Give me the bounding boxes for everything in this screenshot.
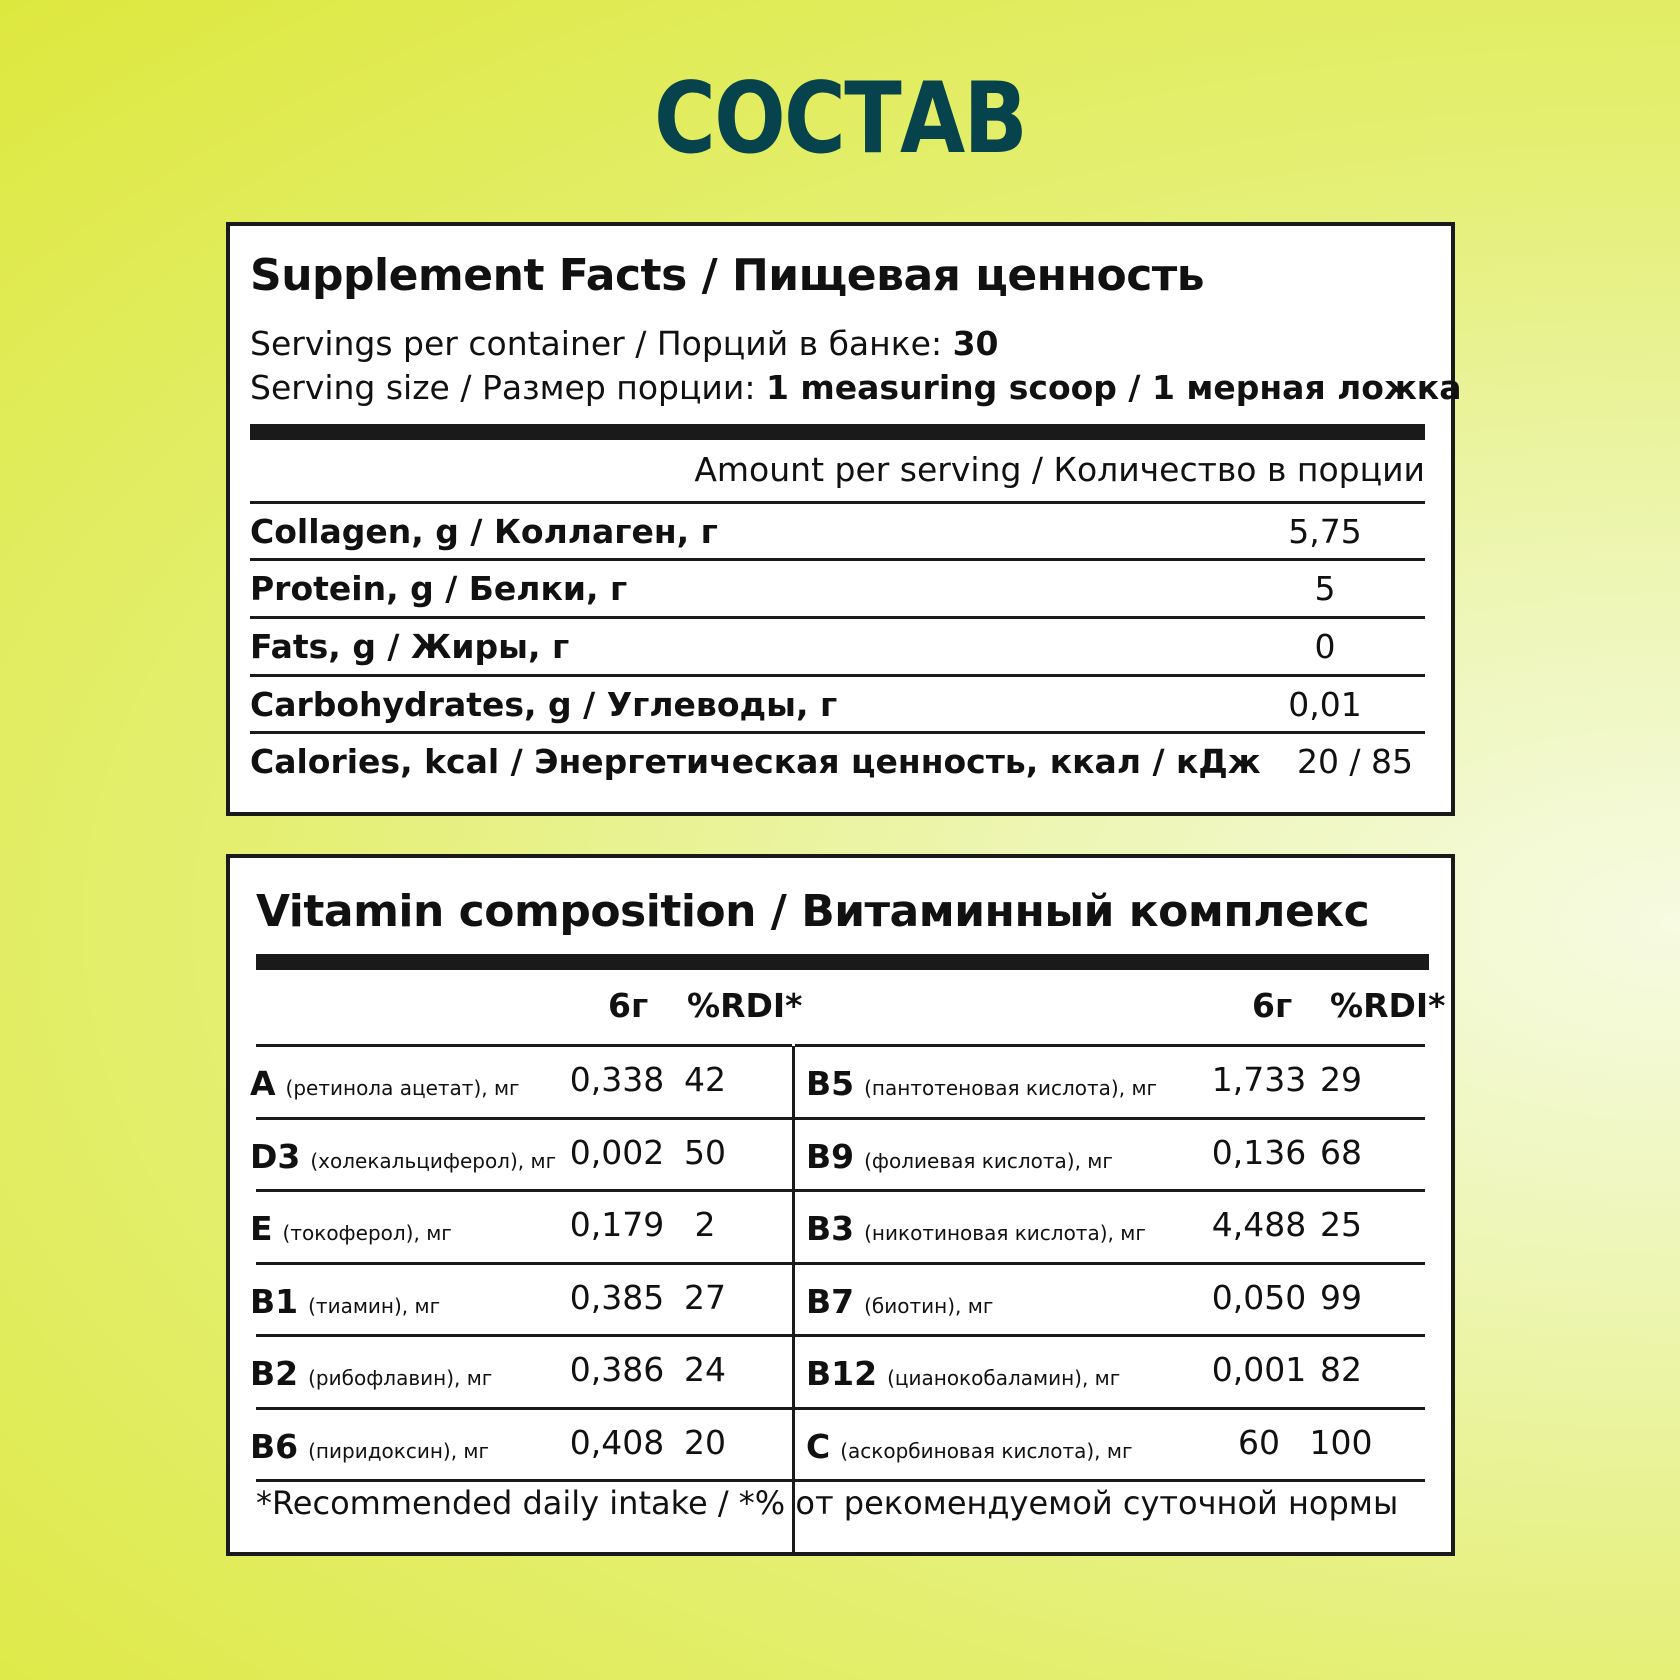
vitamin-name: D3 <box>250 1136 301 1176</box>
vitamin-rdi: 68 <box>1320 1132 1362 1172</box>
row-separator <box>256 1334 792 1337</box>
serving-size-value: 1 measuring scoop / 1 мерная ложка <box>765 368 1462 407</box>
vitamin-name-cell <box>250 1064 520 1103</box>
row-separator <box>795 1117 1425 1120</box>
row-separator <box>795 1262 1425 1265</box>
vitamin-name-cell <box>806 1282 993 1321</box>
vitamin-rdi: 42 <box>684 1060 726 1099</box>
vitamin-rdi: 20 <box>684 1422 726 1462</box>
vitamin-name-cell <box>250 1137 556 1176</box>
vitamin-name-cell <box>806 1354 1120 1393</box>
vitamin-description: (рибофлавин), мг <box>308 1366 493 1390</box>
vitamin-amount: 0,385 <box>569 1277 665 1317</box>
nutrient-value: 0 <box>1314 627 1336 666</box>
vitamin-composition-panel <box>226 854 1455 1556</box>
vitamin-name-cell <box>806 1209 1146 1248</box>
nutrient-row <box>250 674 1425 734</box>
vitamin-name: B12 <box>806 1354 878 1393</box>
servings-per-container: Servings per container / Порций в банке: 30 <box>250 324 999 363</box>
vitamin-rdi: 100 <box>1309 1422 1373 1462</box>
vitamin-description: (аскорбиновая кислота), мг <box>840 1438 1133 1463</box>
row-separator <box>256 1407 792 1410</box>
serving-size: Serving size / Размер порции: 1 measuring scoop / 1 мерная ложка <box>250 368 1462 407</box>
row-separator <box>795 1479 1425 1482</box>
nutrient-row <box>250 616 1425 676</box>
nutrient-value: 0,01 <box>1288 685 1362 724</box>
vitamin-amount: 1,733 <box>1211 1060 1307 1099</box>
servings-value: 30 <box>952 324 999 363</box>
row-separator <box>256 1044 792 1047</box>
nutrient-row <box>250 558 1425 618</box>
nutrient-value: 20 / 85 <box>1296 742 1414 781</box>
vitamin-rdi: 82 <box>1320 1350 1362 1389</box>
col-header-amount: 6г <box>608 986 649 1025</box>
vitamin-name: B2 <box>250 1354 299 1393</box>
nutrient-value: 5,75 <box>1288 512 1362 551</box>
col-header-amount: 6г <box>1252 986 1293 1025</box>
vitamin-description: (цианокобаламин), мг <box>887 1366 1121 1390</box>
vitamin-amount: 60 <box>1238 1422 1280 1462</box>
row-separator <box>256 1117 792 1120</box>
vitamin-rdi: 99 <box>1320 1277 1362 1317</box>
vitamin-rdi: 27 <box>684 1277 726 1317</box>
vitamin-title: Vitamin composition / Витаминный комплекс <box>256 886 1370 937</box>
footnote: *Recommended daily intake / *% от рекомендуемой суточной нормы <box>256 1484 1399 1522</box>
vitamin-description: (фолиевая кислота), мг <box>864 1148 1113 1173</box>
amount-header: Amount per serving / Количество в порции <box>694 450 1425 489</box>
divider-bar <box>250 424 1425 440</box>
row-separator <box>795 1334 1425 1337</box>
vitamin-amount: 0,386 <box>569 1350 665 1389</box>
vitamin-amount: 0,338 <box>569 1060 665 1099</box>
nutrient-label: Calories, kcal / Энергетическая ценность, ккал / кДж <box>250 742 1261 781</box>
nutrient-label: Fats, g / Жиры, г <box>250 627 570 666</box>
nutrient-row <box>250 731 1425 791</box>
vitamin-amount: 0,179 <box>569 1205 665 1244</box>
nutrient-label: Protein, g / Белки, г <box>250 569 628 608</box>
vitamin-amount: 0,001 <box>1211 1350 1307 1389</box>
vitamin-description: (никотиновая кислота), мг <box>864 1221 1146 1245</box>
supplement-facts-panel <box>226 222 1462 816</box>
vitamin-name-cell <box>806 1137 1113 1176</box>
vitamin-name: B1 <box>250 1281 299 1321</box>
vitamin-description: (токоферол), мг <box>282 1221 452 1245</box>
row-separator <box>256 1189 792 1192</box>
divider-bar <box>256 954 1429 970</box>
row-separator <box>256 1479 792 1482</box>
row-separator <box>795 1189 1425 1192</box>
vitamin-name: B3 <box>806 1209 855 1248</box>
vitamin-description: (пантотеновая кислота), мг <box>864 1076 1158 1100</box>
page-title: СОСТАВ <box>653 62 1026 176</box>
vitamin-amount: 4,488 <box>1211 1205 1307 1244</box>
vitamin-name-cell <box>806 1427 1132 1466</box>
nutrient-label: Carbohydrates, g / Углеводы, г <box>250 685 838 724</box>
vitamin-name: B9 <box>806 1136 855 1176</box>
nutrient-value: 5 <box>1314 569 1336 608</box>
vitamin-rdi: 2 <box>694 1205 716 1244</box>
vitamin-amount: 0,136 <box>1211 1132 1307 1172</box>
vitamin-description: (пиридоксин), мг <box>308 1438 490 1463</box>
nutrient-row <box>250 501 1425 561</box>
vitamin-name-cell <box>250 1354 492 1393</box>
vitamin-name: B6 <box>250 1426 299 1466</box>
vitamin-rdi: 24 <box>684 1350 726 1389</box>
vitamin-name: A <box>250 1064 276 1103</box>
row-separator <box>795 1044 1425 1047</box>
vitamin-name-cell <box>250 1427 489 1466</box>
vitamin-description: (биотин), мг <box>864 1293 994 1318</box>
row-separator <box>256 1262 792 1265</box>
vitamin-name: E <box>250 1209 273 1248</box>
vitamin-description: (холекальциферол), мг <box>310 1148 557 1173</box>
vitamin-name: C <box>806 1426 831 1466</box>
col-header-rdi: %RDI* <box>687 986 803 1025</box>
supplement-facts-title: Supplement Facts / Пищевая ценность <box>250 250 1205 301</box>
vitamin-amount: 0,050 <box>1211 1277 1307 1317</box>
vitamin-description: (тиамин), мг <box>308 1293 441 1318</box>
vitamin-name-cell <box>250 1209 452 1248</box>
vitamin-description: (ретинола ацетат), мг <box>285 1076 520 1100</box>
col-header-rdi: %RDI* <box>1330 986 1446 1025</box>
row-separator <box>795 1407 1425 1410</box>
vitamin-rdi: 25 <box>1320 1205 1362 1244</box>
vitamin-name: B5 <box>806 1064 855 1103</box>
nutrient-label: Collagen, g / Коллаген, г <box>250 512 718 551</box>
vitamin-name: B7 <box>806 1281 855 1321</box>
vitamin-amount: 0,002 <box>569 1132 665 1172</box>
vitamin-rdi: 50 <box>684 1132 726 1172</box>
vitamin-amount: 0,408 <box>569 1422 665 1462</box>
vitamin-name-cell <box>806 1064 1157 1103</box>
vitamin-name-cell <box>250 1282 440 1321</box>
vitamin-rdi: 29 <box>1320 1060 1362 1099</box>
